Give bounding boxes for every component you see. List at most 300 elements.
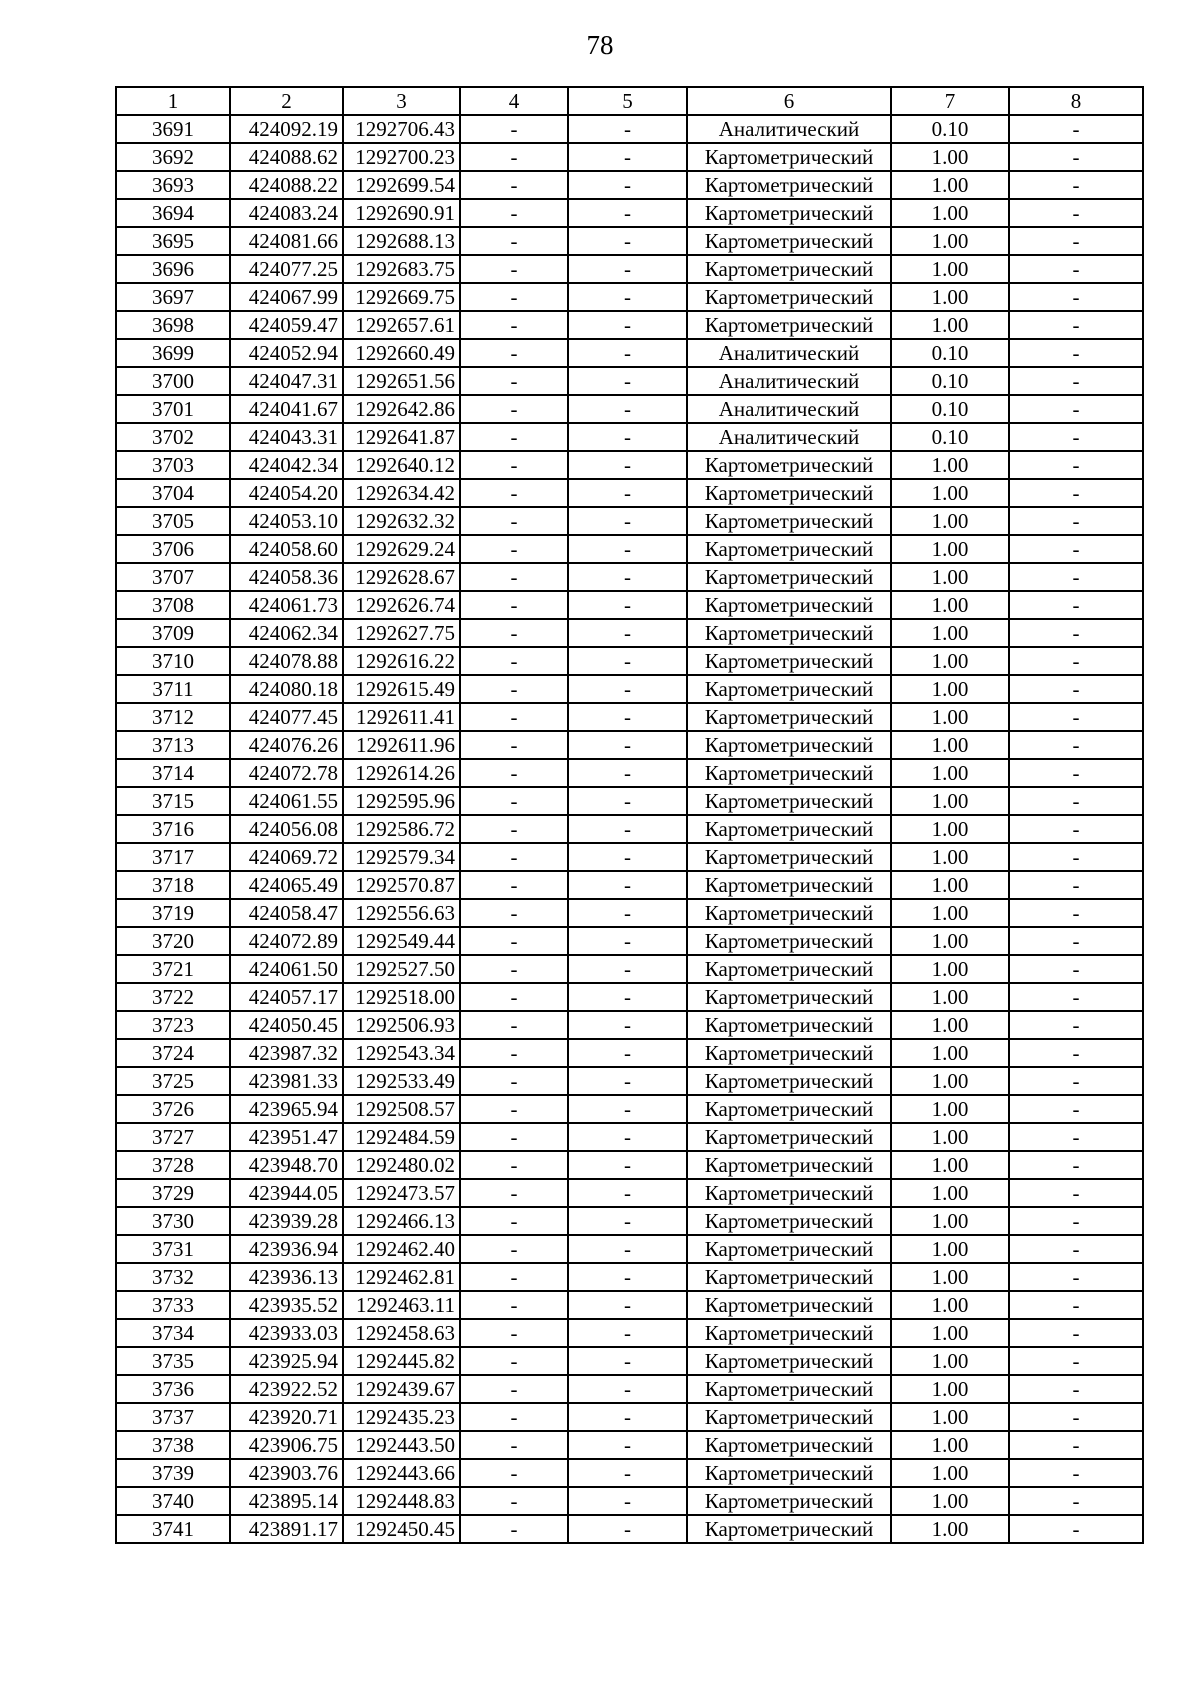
col-4-value-cell: - bbox=[460, 1459, 568, 1487]
table-row bbox=[116, 423, 1143, 451]
y-coordinate-cell: 1292579.34 bbox=[343, 843, 460, 871]
col-8-value-cell: - bbox=[1009, 1459, 1143, 1487]
x-coordinate-cell: 424062.34 bbox=[230, 619, 343, 647]
point-number-cell: 3732 bbox=[116, 1263, 230, 1291]
col-4-value-cell: - bbox=[460, 1291, 568, 1319]
accuracy-cell: 1.00 bbox=[891, 1039, 1009, 1067]
col-8-value-cell: - bbox=[1009, 591, 1143, 619]
col-5-value-cell: - bbox=[568, 1515, 687, 1543]
x-coordinate-cell: 423987.32 bbox=[230, 1039, 343, 1067]
point-number-cell: 3700 bbox=[116, 367, 230, 395]
method-cell: Картометрический bbox=[687, 591, 891, 619]
x-coordinate-cell: 424042.34 bbox=[230, 451, 343, 479]
col-8-value-cell: - bbox=[1009, 675, 1143, 703]
x-coordinate-cell: 424088.22 bbox=[230, 171, 343, 199]
col-4-value-cell: - bbox=[460, 619, 568, 647]
col-5-value-cell: - bbox=[568, 843, 687, 871]
col-8-value-cell: - bbox=[1009, 1011, 1143, 1039]
point-number-cell: 3708 bbox=[116, 591, 230, 619]
col-8-value-cell: - bbox=[1009, 815, 1143, 843]
x-coordinate-cell: 423922.52 bbox=[230, 1375, 343, 1403]
col-8-value-cell: - bbox=[1009, 395, 1143, 423]
accuracy-cell: 1.00 bbox=[891, 143, 1009, 171]
col-8-value-cell: - bbox=[1009, 227, 1143, 255]
x-coordinate-cell: 423935.52 bbox=[230, 1291, 343, 1319]
method-cell: Картометрический bbox=[687, 1095, 891, 1123]
point-number-cell: 3695 bbox=[116, 227, 230, 255]
x-coordinate-cell: 424065.49 bbox=[230, 871, 343, 899]
method-cell: Картометрический bbox=[687, 1123, 891, 1151]
table-row bbox=[116, 1123, 1143, 1151]
col-4-value-cell: - bbox=[460, 983, 568, 1011]
col-4-value-cell: - bbox=[460, 143, 568, 171]
table-row bbox=[116, 955, 1143, 983]
method-cell: Картометрический bbox=[687, 227, 891, 255]
point-number-cell: 3718 bbox=[116, 871, 230, 899]
col-5-value-cell: - bbox=[568, 759, 687, 787]
point-number-cell: 3713 bbox=[116, 731, 230, 759]
y-coordinate-cell: 1292641.87 bbox=[343, 423, 460, 451]
y-coordinate-cell: 1292508.57 bbox=[343, 1095, 460, 1123]
point-number-cell: 3726 bbox=[116, 1095, 230, 1123]
col-4-value-cell: - bbox=[460, 1095, 568, 1123]
table-row bbox=[116, 759, 1143, 787]
method-cell: Картометрический bbox=[687, 255, 891, 283]
y-coordinate-cell: 1292632.32 bbox=[343, 507, 460, 535]
col-8-value-cell: - bbox=[1009, 647, 1143, 675]
col-4-value-cell: - bbox=[460, 367, 568, 395]
point-number-cell: 3737 bbox=[116, 1403, 230, 1431]
method-cell: Картометрический bbox=[687, 1011, 891, 1039]
accuracy-cell: 1.00 bbox=[891, 563, 1009, 591]
col-8-value-cell: - bbox=[1009, 1123, 1143, 1151]
accuracy-cell: 1.00 bbox=[891, 1291, 1009, 1319]
col-8-value-cell: - bbox=[1009, 731, 1143, 759]
y-coordinate-cell: 1292611.96 bbox=[343, 731, 460, 759]
point-number-cell: 3704 bbox=[116, 479, 230, 507]
table-row bbox=[116, 563, 1143, 591]
accuracy-cell: 1.00 bbox=[891, 927, 1009, 955]
col-8-value-cell: - bbox=[1009, 339, 1143, 367]
col-5-value-cell: - bbox=[568, 1263, 687, 1291]
table-header-row bbox=[116, 87, 1143, 115]
col-4-value-cell: - bbox=[460, 675, 568, 703]
method-cell: Картометрический bbox=[687, 1179, 891, 1207]
method-cell: Картометрический bbox=[687, 759, 891, 787]
col-5-value-cell: - bbox=[568, 367, 687, 395]
y-coordinate-cell: 1292450.45 bbox=[343, 1515, 460, 1543]
col-4-value-cell: - bbox=[460, 1403, 568, 1431]
x-coordinate-cell: 424052.94 bbox=[230, 339, 343, 367]
method-cell: Картометрический bbox=[687, 507, 891, 535]
table-body bbox=[116, 115, 1143, 1543]
col-5-value-cell: - bbox=[568, 591, 687, 619]
x-coordinate-cell: 423925.94 bbox=[230, 1347, 343, 1375]
y-coordinate-cell: 1292669.75 bbox=[343, 283, 460, 311]
method-cell: Картометрический bbox=[687, 815, 891, 843]
method-cell: Картометрический bbox=[687, 563, 891, 591]
col-8-value-cell: - bbox=[1009, 1347, 1143, 1375]
x-coordinate-cell: 423981.33 bbox=[230, 1067, 343, 1095]
table-row bbox=[116, 451, 1143, 479]
y-coordinate-cell: 1292706.43 bbox=[343, 115, 460, 143]
method-cell: Картометрический bbox=[687, 171, 891, 199]
table-row bbox=[116, 675, 1143, 703]
col-4-value-cell: - bbox=[460, 479, 568, 507]
method-cell: Картометрический bbox=[687, 311, 891, 339]
point-number-cell: 3720 bbox=[116, 927, 230, 955]
y-coordinate-cell: 1292556.63 bbox=[343, 899, 460, 927]
x-coordinate-cell: 424061.73 bbox=[230, 591, 343, 619]
table-row bbox=[116, 367, 1143, 395]
col-8-value-cell: - bbox=[1009, 1067, 1143, 1095]
x-coordinate-cell: 424047.31 bbox=[230, 367, 343, 395]
col-5-value-cell: - bbox=[568, 1151, 687, 1179]
y-coordinate-cell: 1292640.12 bbox=[343, 451, 460, 479]
accuracy-cell: 1.00 bbox=[891, 227, 1009, 255]
table-row bbox=[116, 283, 1143, 311]
x-coordinate-cell: 424083.24 bbox=[230, 199, 343, 227]
method-cell: Картометрический bbox=[687, 703, 891, 731]
table-row bbox=[116, 1459, 1143, 1487]
col-5-value-cell: - bbox=[568, 1123, 687, 1151]
col-8-value-cell: - bbox=[1009, 115, 1143, 143]
y-coordinate-cell: 1292629.24 bbox=[343, 535, 460, 563]
col-8-value-cell: - bbox=[1009, 787, 1143, 815]
y-coordinate-cell: 1292586.72 bbox=[343, 815, 460, 843]
x-coordinate-cell: 424081.66 bbox=[230, 227, 343, 255]
col-4-value-cell: - bbox=[460, 1431, 568, 1459]
col-4-value-cell: - bbox=[460, 647, 568, 675]
col-4-value-cell: - bbox=[460, 115, 568, 143]
col-4-value-cell: - bbox=[460, 843, 568, 871]
point-number-cell: 3735 bbox=[116, 1347, 230, 1375]
x-coordinate-cell: 423936.94 bbox=[230, 1235, 343, 1263]
table-row bbox=[116, 171, 1143, 199]
col-5-value-cell: - bbox=[568, 311, 687, 339]
method-cell: Картометрический bbox=[687, 1459, 891, 1487]
column-header: 1 bbox=[116, 87, 230, 115]
col-4-value-cell: - bbox=[460, 451, 568, 479]
col-5-value-cell: - bbox=[568, 171, 687, 199]
y-coordinate-cell: 1292628.67 bbox=[343, 563, 460, 591]
table-row bbox=[116, 983, 1143, 1011]
point-number-cell: 3739 bbox=[116, 1459, 230, 1487]
table-row bbox=[116, 1039, 1143, 1067]
col-8-value-cell: - bbox=[1009, 143, 1143, 171]
method-cell: Картометрический bbox=[687, 451, 891, 479]
col-5-value-cell: - bbox=[568, 899, 687, 927]
col-5-value-cell: - bbox=[568, 395, 687, 423]
col-4-value-cell: - bbox=[460, 871, 568, 899]
point-number-cell: 3715 bbox=[116, 787, 230, 815]
y-coordinate-cell: 1292683.75 bbox=[343, 255, 460, 283]
table-row bbox=[116, 311, 1143, 339]
y-coordinate-cell: 1292549.44 bbox=[343, 927, 460, 955]
col-5-value-cell: - bbox=[568, 479, 687, 507]
x-coordinate-cell: 423944.05 bbox=[230, 1179, 343, 1207]
method-cell: Картометрический bbox=[687, 1039, 891, 1067]
method-cell: Картометрический bbox=[687, 143, 891, 171]
accuracy-cell: 1.00 bbox=[891, 451, 1009, 479]
table-row bbox=[116, 731, 1143, 759]
col-8-value-cell: - bbox=[1009, 1515, 1143, 1543]
method-cell: Картометрический bbox=[687, 619, 891, 647]
point-number-cell: 3719 bbox=[116, 899, 230, 927]
method-cell: Картометрический bbox=[687, 871, 891, 899]
coordinates-table bbox=[115, 86, 1144, 1544]
accuracy-cell: 1.00 bbox=[891, 255, 1009, 283]
accuracy-cell: 1.00 bbox=[891, 1347, 1009, 1375]
method-cell: Картометрический bbox=[687, 1151, 891, 1179]
accuracy-cell: 1.00 bbox=[891, 1011, 1009, 1039]
method-cell: Картометрический bbox=[687, 199, 891, 227]
accuracy-cell: 1.00 bbox=[891, 871, 1009, 899]
method-cell: Картометрический bbox=[687, 1403, 891, 1431]
accuracy-cell: 1.00 bbox=[891, 1179, 1009, 1207]
point-number-cell: 3692 bbox=[116, 143, 230, 171]
y-coordinate-cell: 1292439.67 bbox=[343, 1375, 460, 1403]
x-coordinate-cell: 423891.17 bbox=[230, 1515, 343, 1543]
x-coordinate-cell: 424072.78 bbox=[230, 759, 343, 787]
y-coordinate-cell: 1292657.61 bbox=[343, 311, 460, 339]
y-coordinate-cell: 1292634.42 bbox=[343, 479, 460, 507]
col-8-value-cell: - bbox=[1009, 1095, 1143, 1123]
method-cell: Аналитический bbox=[687, 423, 891, 451]
table-row bbox=[116, 1487, 1143, 1515]
col-5-value-cell: - bbox=[568, 423, 687, 451]
y-coordinate-cell: 1292543.34 bbox=[343, 1039, 460, 1067]
point-number-cell: 3696 bbox=[116, 255, 230, 283]
col-5-value-cell: - bbox=[568, 955, 687, 983]
point-number-cell: 3736 bbox=[116, 1375, 230, 1403]
point-number-cell: 3712 bbox=[116, 703, 230, 731]
col-4-value-cell: - bbox=[460, 311, 568, 339]
point-number-cell: 3729 bbox=[116, 1179, 230, 1207]
table-row bbox=[116, 619, 1143, 647]
point-number-cell: 3728 bbox=[116, 1151, 230, 1179]
col-8-value-cell: - bbox=[1009, 451, 1143, 479]
accuracy-cell: 1.00 bbox=[891, 731, 1009, 759]
col-8-value-cell: - bbox=[1009, 1235, 1143, 1263]
y-coordinate-cell: 1292570.87 bbox=[343, 871, 460, 899]
table-row bbox=[116, 1151, 1143, 1179]
accuracy-cell: 1.00 bbox=[891, 311, 1009, 339]
x-coordinate-cell: 423965.94 bbox=[230, 1095, 343, 1123]
col-5-value-cell: - bbox=[568, 143, 687, 171]
col-4-value-cell: - bbox=[460, 927, 568, 955]
accuracy-cell: 1.00 bbox=[891, 1403, 1009, 1431]
col-4-value-cell: - bbox=[460, 815, 568, 843]
col-8-value-cell: - bbox=[1009, 507, 1143, 535]
method-cell: Картометрический bbox=[687, 983, 891, 1011]
y-coordinate-cell: 1292463.11 bbox=[343, 1291, 460, 1319]
accuracy-cell: 1.00 bbox=[891, 703, 1009, 731]
col-8-value-cell: - bbox=[1009, 871, 1143, 899]
point-number-cell: 3724 bbox=[116, 1039, 230, 1067]
table-row bbox=[116, 395, 1143, 423]
x-coordinate-cell: 424061.50 bbox=[230, 955, 343, 983]
col-5-value-cell: - bbox=[568, 983, 687, 1011]
y-coordinate-cell: 1292443.50 bbox=[343, 1431, 460, 1459]
col-8-value-cell: - bbox=[1009, 1179, 1143, 1207]
accuracy-cell: 1.00 bbox=[891, 815, 1009, 843]
column-header: 5 bbox=[568, 87, 687, 115]
col-5-value-cell: - bbox=[568, 1039, 687, 1067]
col-5-value-cell: - bbox=[568, 1067, 687, 1095]
method-cell: Картометрический bbox=[687, 843, 891, 871]
method-cell: Аналитический bbox=[687, 395, 891, 423]
y-coordinate-cell: 1292473.57 bbox=[343, 1179, 460, 1207]
col-5-value-cell: - bbox=[568, 115, 687, 143]
x-coordinate-cell: 423903.76 bbox=[230, 1459, 343, 1487]
col-8-value-cell: - bbox=[1009, 367, 1143, 395]
accuracy-cell: 1.00 bbox=[891, 647, 1009, 675]
table-row bbox=[116, 1403, 1143, 1431]
point-number-cell: 3701 bbox=[116, 395, 230, 423]
accuracy-cell: 1.00 bbox=[891, 759, 1009, 787]
accuracy-cell: 1.00 bbox=[891, 1487, 1009, 1515]
col-5-value-cell: - bbox=[568, 703, 687, 731]
table-row bbox=[116, 1375, 1143, 1403]
col-4-value-cell: - bbox=[460, 227, 568, 255]
column-header: 4 bbox=[460, 87, 568, 115]
x-coordinate-cell: 424072.89 bbox=[230, 927, 343, 955]
col-8-value-cell: - bbox=[1009, 535, 1143, 563]
col-5-value-cell: - bbox=[568, 1431, 687, 1459]
method-cell: Картометрический bbox=[687, 1235, 891, 1263]
y-coordinate-cell: 1292533.49 bbox=[343, 1067, 460, 1095]
y-coordinate-cell: 1292615.49 bbox=[343, 675, 460, 703]
accuracy-cell: 1.00 bbox=[891, 479, 1009, 507]
x-coordinate-cell: 424050.45 bbox=[230, 1011, 343, 1039]
col-5-value-cell: - bbox=[568, 1207, 687, 1235]
point-number-cell: 3730 bbox=[116, 1207, 230, 1235]
x-coordinate-cell: 424057.17 bbox=[230, 983, 343, 1011]
point-number-cell: 3714 bbox=[116, 759, 230, 787]
col-5-value-cell: - bbox=[568, 1179, 687, 1207]
x-coordinate-cell: 424080.18 bbox=[230, 675, 343, 703]
y-coordinate-cell: 1292616.22 bbox=[343, 647, 460, 675]
table-row bbox=[116, 927, 1143, 955]
col-4-value-cell: - bbox=[460, 283, 568, 311]
point-number-cell: 3723 bbox=[116, 1011, 230, 1039]
col-4-value-cell: - bbox=[460, 1179, 568, 1207]
table-row bbox=[116, 647, 1143, 675]
x-coordinate-cell: 424058.36 bbox=[230, 563, 343, 591]
x-coordinate-cell: 423939.28 bbox=[230, 1207, 343, 1235]
col-4-value-cell: - bbox=[460, 1123, 568, 1151]
point-number-cell: 3731 bbox=[116, 1235, 230, 1263]
y-coordinate-cell: 1292445.82 bbox=[343, 1347, 460, 1375]
x-coordinate-cell: 424058.60 bbox=[230, 535, 343, 563]
y-coordinate-cell: 1292627.75 bbox=[343, 619, 460, 647]
method-cell: Аналитический bbox=[687, 339, 891, 367]
col-5-value-cell: - bbox=[568, 507, 687, 535]
x-coordinate-cell: 423936.13 bbox=[230, 1263, 343, 1291]
x-coordinate-cell: 424053.10 bbox=[230, 507, 343, 535]
point-number-cell: 3725 bbox=[116, 1067, 230, 1095]
method-cell: Аналитический bbox=[687, 115, 891, 143]
y-coordinate-cell: 1292484.59 bbox=[343, 1123, 460, 1151]
table-row bbox=[116, 899, 1143, 927]
y-coordinate-cell: 1292435.23 bbox=[343, 1403, 460, 1431]
table-row bbox=[116, 227, 1143, 255]
col-8-value-cell: - bbox=[1009, 703, 1143, 731]
col-5-value-cell: - bbox=[568, 563, 687, 591]
method-cell: Картометрический bbox=[687, 1319, 891, 1347]
accuracy-cell: 1.00 bbox=[891, 1459, 1009, 1487]
point-number-cell: 3691 bbox=[116, 115, 230, 143]
method-cell: Картометрический bbox=[687, 927, 891, 955]
col-5-value-cell: - bbox=[568, 451, 687, 479]
method-cell: Картометрический bbox=[687, 1291, 891, 1319]
point-number-cell: 3705 bbox=[116, 507, 230, 535]
col-8-value-cell: - bbox=[1009, 1039, 1143, 1067]
table-row bbox=[116, 703, 1143, 731]
method-cell: Картометрический bbox=[687, 283, 891, 311]
col-5-value-cell: - bbox=[568, 1011, 687, 1039]
accuracy-cell: 1.00 bbox=[891, 1515, 1009, 1543]
col-5-value-cell: - bbox=[568, 675, 687, 703]
col-5-value-cell: - bbox=[568, 1095, 687, 1123]
x-coordinate-cell: 424041.67 bbox=[230, 395, 343, 423]
method-cell: Картометрический bbox=[687, 1263, 891, 1291]
col-8-value-cell: - bbox=[1009, 983, 1143, 1011]
method-cell: Картометрический bbox=[687, 787, 891, 815]
col-4-value-cell: - bbox=[460, 535, 568, 563]
method-cell: Картометрический bbox=[687, 731, 891, 759]
point-number-cell: 3721 bbox=[116, 955, 230, 983]
y-coordinate-cell: 1292690.91 bbox=[343, 199, 460, 227]
point-number-cell: 3699 bbox=[116, 339, 230, 367]
table-row bbox=[116, 339, 1143, 367]
accuracy-cell: 1.00 bbox=[891, 619, 1009, 647]
x-coordinate-cell: 424054.20 bbox=[230, 479, 343, 507]
x-coordinate-cell: 424069.72 bbox=[230, 843, 343, 871]
accuracy-cell: 1.00 bbox=[891, 675, 1009, 703]
method-cell: Картометрический bbox=[687, 647, 891, 675]
col-8-value-cell: - bbox=[1009, 1263, 1143, 1291]
y-coordinate-cell: 1292595.96 bbox=[343, 787, 460, 815]
y-coordinate-cell: 1292448.83 bbox=[343, 1487, 460, 1515]
col-4-value-cell: - bbox=[460, 395, 568, 423]
col-4-value-cell: - bbox=[460, 1347, 568, 1375]
y-coordinate-cell: 1292518.00 bbox=[343, 983, 460, 1011]
y-coordinate-cell: 1292443.66 bbox=[343, 1459, 460, 1487]
method-cell: Картометрический bbox=[687, 479, 891, 507]
table-row bbox=[116, 871, 1143, 899]
table-row bbox=[116, 591, 1143, 619]
accuracy-cell: 1.00 bbox=[891, 535, 1009, 563]
table-row bbox=[116, 1067, 1143, 1095]
accuracy-cell: 1.00 bbox=[891, 1095, 1009, 1123]
col-5-value-cell: - bbox=[568, 1487, 687, 1515]
col-4-value-cell: - bbox=[460, 899, 568, 927]
point-number-cell: 3707 bbox=[116, 563, 230, 591]
accuracy-cell: 1.00 bbox=[891, 1375, 1009, 1403]
point-number-cell: 3717 bbox=[116, 843, 230, 871]
x-coordinate-cell: 424056.08 bbox=[230, 815, 343, 843]
y-coordinate-cell: 1292466.13 bbox=[343, 1207, 460, 1235]
col-5-value-cell: - bbox=[568, 255, 687, 283]
col-4-value-cell: - bbox=[460, 1319, 568, 1347]
col-8-value-cell: - bbox=[1009, 899, 1143, 927]
col-5-value-cell: - bbox=[568, 815, 687, 843]
col-5-value-cell: - bbox=[568, 1347, 687, 1375]
col-4-value-cell: - bbox=[460, 591, 568, 619]
y-coordinate-cell: 1292462.40 bbox=[343, 1235, 460, 1263]
